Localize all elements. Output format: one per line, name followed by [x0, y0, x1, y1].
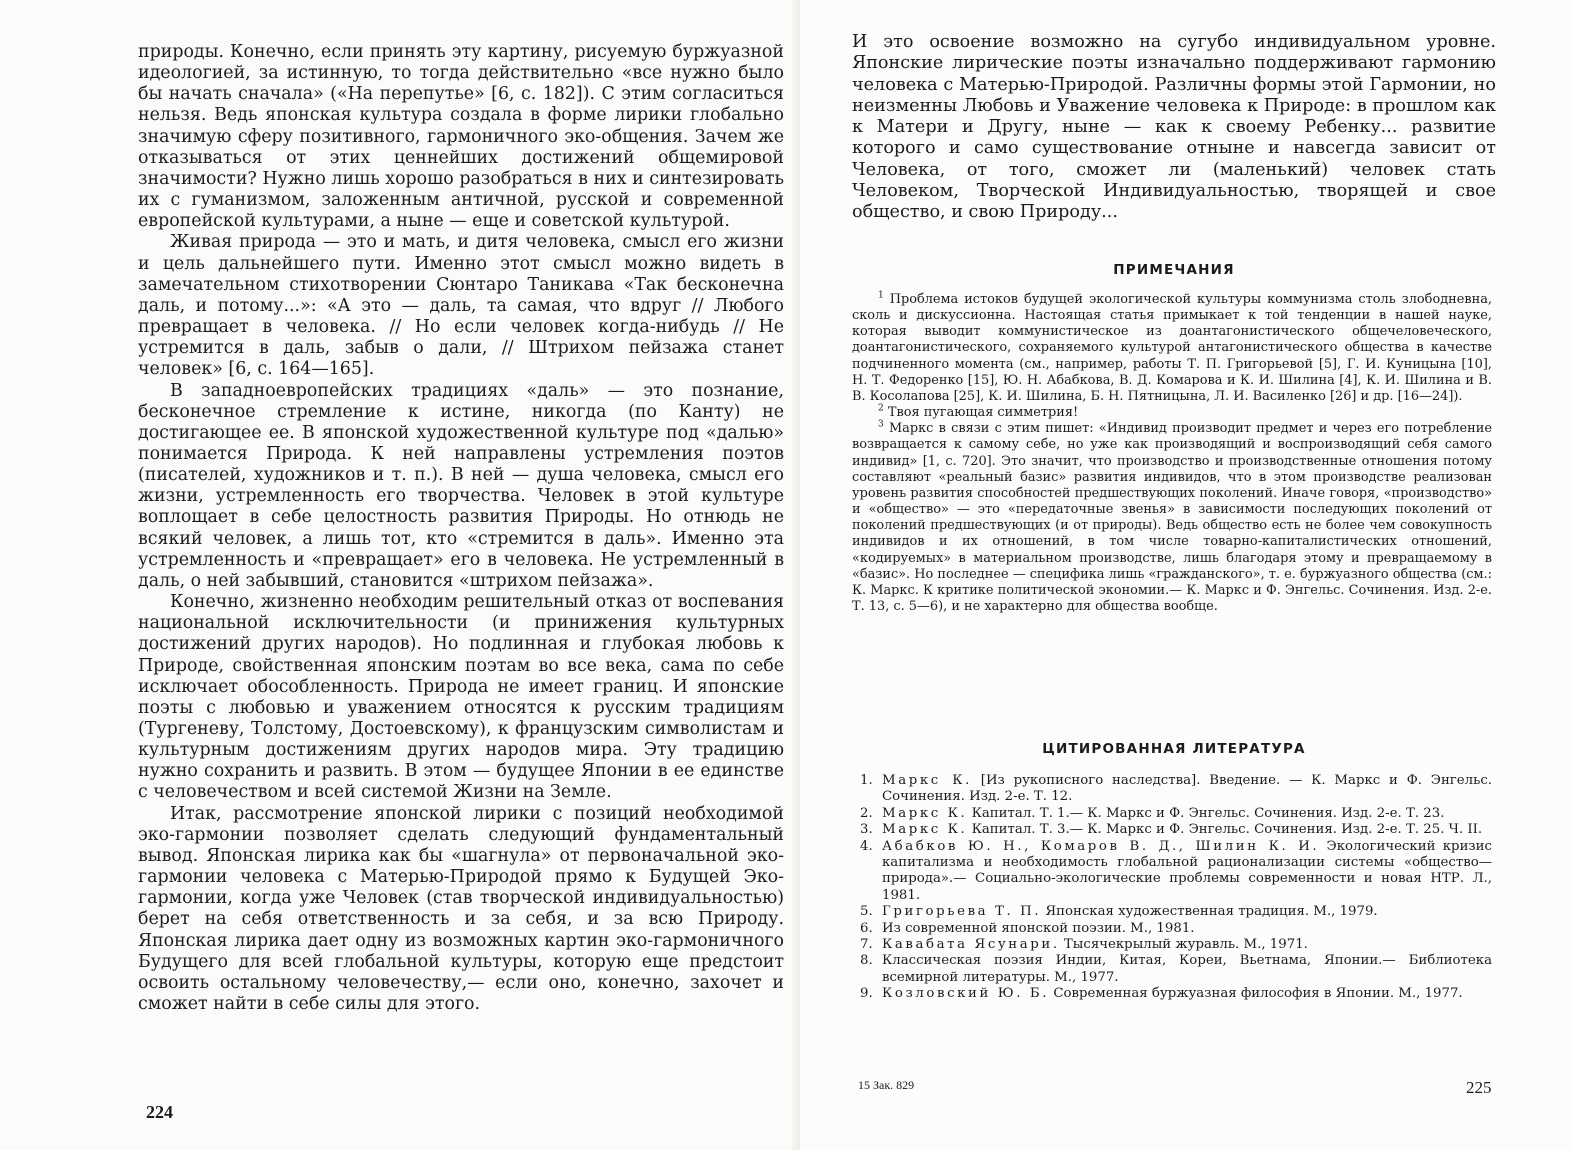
- reference-author: Козловский Ю. Б.: [882, 986, 1050, 1002]
- reference-number: 4.: [860, 838, 873, 854]
- reference-item: [852, 937, 1492, 953]
- left-paragraph-5: Итак, рассмотрение японской лирики с позиций необходимой эко-гармонии позволяет сделать следующий фундаментальный вывод. Японская лирика как бы «шагнула» от первоначальной эко-гармонии человека с Матерью-Природой прямо к Будущей Эко-гармонии, когда уже Человек (став творческой индивидуальностью) берет на себя ответственность и за себя, и за всю Природу. Японская лирика дает одну из возможных картин эко-гармоничного Будущего для всей глобальной культуры, которую еще предстоит освоить остальному человечеству,— если оно, конечно, захочет и сможет найти в себе силы для этого.: [138, 803, 784, 1015]
- left-paragraph-4: Конечно, жизненно необходим решительный отказ от воспевания национальной исключительности (и принижения культурных достижений других народов). Но подлинная и глубокая любовь к Природе, свойственная японским поэтам во все века, сама по себе исключает обособленность. Природа не имеет границ. И японские поэты с любовью и уважением относятся к русским традициям (Тургеневу, Толстому, Достоевскому), к французским символистам и культурным достижениям других народов мира. Эту традицию нужно сохранить и развить. В этом — будущее Японии в ее единстве с человечеством и всей системой Жизни на Земле.: [138, 592, 784, 803]
- printer-signature: 15 Зак. 829: [858, 1078, 915, 1092]
- left-body-text: [138, 42, 784, 1015]
- reference-number: 1.: [860, 773, 873, 788]
- reference-author: Кавабата Ясунари.: [882, 937, 1060, 953]
- reference-number: 2.: [860, 805, 873, 821]
- references-heading: ЦИТИРОВАННАЯ ЛИТЕРАТУРА: [1042, 741, 1306, 757]
- reference-text: Японская художественная традиция. М., 1979.: [1045, 904, 1378, 920]
- reference-text: Капитал. Т. 3.— К. Маркс и Ф. Энгельс. Сочинения. Изд. 2-е. Т. 25. Ч. II.: [971, 822, 1483, 838]
- reference-author: Маркс К.: [882, 822, 968, 838]
- reference-text: Тысячекрылый журавль. М., 1971.: [1063, 937, 1308, 953]
- reference-text: Классическая поэзия Индии, Китая, Кореи, Вьетнама, Японии.— Библиотека всемирной литературы. М., 1977.: [882, 953, 1492, 985]
- page-number-left: 224: [146, 1102, 173, 1122]
- reference-author: Маркс К.: [882, 773, 972, 788]
- note-2: [852, 405, 1492, 421]
- reference-item: [852, 822, 1492, 838]
- reference-item: [852, 921, 1492, 937]
- note-3-text: Маркс в связи с этим пишет: «Индивид производит предмет и через его потребление возвращается к самому себе, но уже как производящий и воспроизводящий себя самого индивид» [1, с. 720]. Это значит, что производство и производственные отношения потому составляют «реальный базис» развития индивидов, что в этом производстве реализован уровень развития способностей предшествующих поколений. Иначе говоря, «производство» и «общество» — это «передаточные звенья» в зависимости последующих поколений от поколений предшествующих (и от природы). Ведь общество есть не более чем совокупность индивидов и их отношений, в том числе товарно-капиталистических отношений, «кодируемых» в материальном производстве, лишь благодаря этому и превращаемому в «базис». Но последнее — специфика лишь «гражданского», т. е. буржуазного общества (см.: К. Маркс. К критике политической экономии.— К. Маркс и Ф. Энгельс. Сочинения. Изд. 2-е. Т. 13, с. 5—6), и не характерно для общества вообще.: [852, 421, 1492, 614]
- right-intro-text: [852, 32, 1496, 224]
- reference-item: [852, 953, 1492, 986]
- note-1: [852, 292, 1492, 405]
- page-number-right: 225: [1466, 1078, 1492, 1097]
- reference-author: Маркс К.: [882, 805, 968, 821]
- note-3: [852, 421, 1492, 615]
- reference-number: 8.: [860, 953, 873, 969]
- left-paragraph-3: В западноевропейских традициях «даль» — это познание, бесконечное стремление к истине, никогда (по Канту) не достигающее ее. В японской художественной культуре под «далью» понимается Природа. К ней направлены устремления поэтов (писателей, художников и т. п.). В ней — душа человека, смысл его жизни, устремленность его творчества. Человек в этой культуре воплощает в себе целостность развития Природы. Но отнюдь не всякий человек, а лишь тот, кто «стремится в даль». Именно эта устремленность и «превращает» его в человека. Не устремленный в даль, о ней забывший, становится «штрихом пейзажа».: [138, 380, 784, 591]
- reference-item: [852, 904, 1492, 920]
- reference-number: 7.: [860, 937, 873, 953]
- notes-section: [852, 292, 1492, 615]
- note-1-mark: 1: [878, 290, 884, 301]
- reference-number: 5.: [860, 904, 873, 920]
- reference-item: [852, 806, 1492, 822]
- reference-text: Капитал. Т. 1.— К. Маркс и Ф. Энгельс. Сочинения. Изд. 2-е. Т. 23.: [971, 805, 1445, 821]
- reference-number: 6.: [860, 920, 873, 936]
- note-2-text: Твоя пугающая симметрия!: [887, 405, 1079, 421]
- reference-item: [852, 773, 1492, 806]
- reference-item: [852, 839, 1492, 905]
- reference-number: 3.: [860, 822, 873, 838]
- reference-author: Григорьева Т. П.: [882, 904, 1042, 920]
- left-paragraph-2: Живая природа — это и мать, и дитя человека, смысл его жизни и цель дальнейшего пути. Именно этот смысл можно видеть в замечательном стихотворении Сюнтаро Таникава «Так бесконечна даль, и потому...»: «А это — даль, та самая, что вдруг // Любого превращает в человека. // Но если человек когда-нибудь // Не устремится в даль, забыв о дали, // Штрихом пейзажа станет человек» [6, с. 164—165].: [138, 232, 784, 380]
- right-intro-paragraph: И это освоение возможно на сугубо индивидуальном уровне. Японские лирические поэты изначально поддерживают гармонию человека с Матерью-Природой. Различны формы этой Гармонии, но неизменны Любовь и Уважение человека к Природе: в прошлом как к Матери и Другу, ныне — как к своему Ребенку... развитие которого и само существование отныне и навсегда зависит от Человека, от того, сможет ли (маленький) человек стать Человеком, Творческой Индивидуальностью, творящей и свое общество, и свою Природу...: [852, 32, 1496, 223]
- reference-author: Абабков Ю. Н., Комаров В. Д., Шилин К. И.: [882, 838, 1320, 854]
- reference-text: Современная буржуазная философия в Японии. М., 1977.: [1053, 986, 1463, 1002]
- note-3-mark: 3: [878, 419, 884, 430]
- reference-text: [Из рукописного наследства]. Введение. — К. Маркс и Ф. Энгельс. Сочинения. Изд. 2-е. Т. 12.: [882, 773, 1493, 805]
- reference-text: Экологический кризис капитализма и необходимость глобальной рационализации системы «общество—природа».— Социально-экологические проблемы современности и новая НТР. Л., 1981.: [882, 838, 1492, 903]
- right-page: [800, 0, 1572, 1150]
- note-2-mark: 2: [878, 403, 884, 414]
- left-paragraph-1: природы. Конечно, если принять эту картину, рисуемую буржуазной идеологией, за истинную, то тогда действительно «все нужно было бы начать сначала» («На перепутье» [6, с. 182]). С этим согласиться нельзя. Ведь японская культура создала в форме лирики глобально значимую сферу позитивного, гармоничного эко-общения. Зачем же отказываться от этих ценнейших достижений общемировой значимости? Нужно лишь хорошо разобраться в них и синтезировать их с гуманизмом, заложенным античной, русской и современной европейской культурами, а ныне — еще и советской культурой.: [138, 42, 784, 232]
- reference-item: [852, 986, 1492, 1002]
- note-1-text: Проблема истоков будущей экологической культуры коммунизма столь злободневна, сколь и дискуссионна. Настоящая статья примыкает к той тенденции в нашей науке, которая выводит коммунистическое из доантагонистического общечеловеческого, доантагонистического, сохраняемого культурой антагонистического общества в качестве подчиненного момента (см., например, работы Т. П. Григорьевой [5], Г. И. Куницына [10], Н. Т. Федоренко [15], Ю. Н. Абабкова, В. Д. Комарова и К. И. Шилина [4], К. И. Шилина и В. В. Косолапова [25], К. И. Шилина, Б. Н. Пятницына, Л. И. Василенко [26] и др. [16—24]).: [852, 292, 1492, 404]
- reference-number: 9.: [860, 986, 873, 1002]
- references-list: [852, 773, 1492, 1003]
- notes-heading: ПРИМЕЧАНИЯ: [1113, 262, 1235, 278]
- reference-text: Из современной японской поэзии. М., 1981.: [882, 920, 1195, 936]
